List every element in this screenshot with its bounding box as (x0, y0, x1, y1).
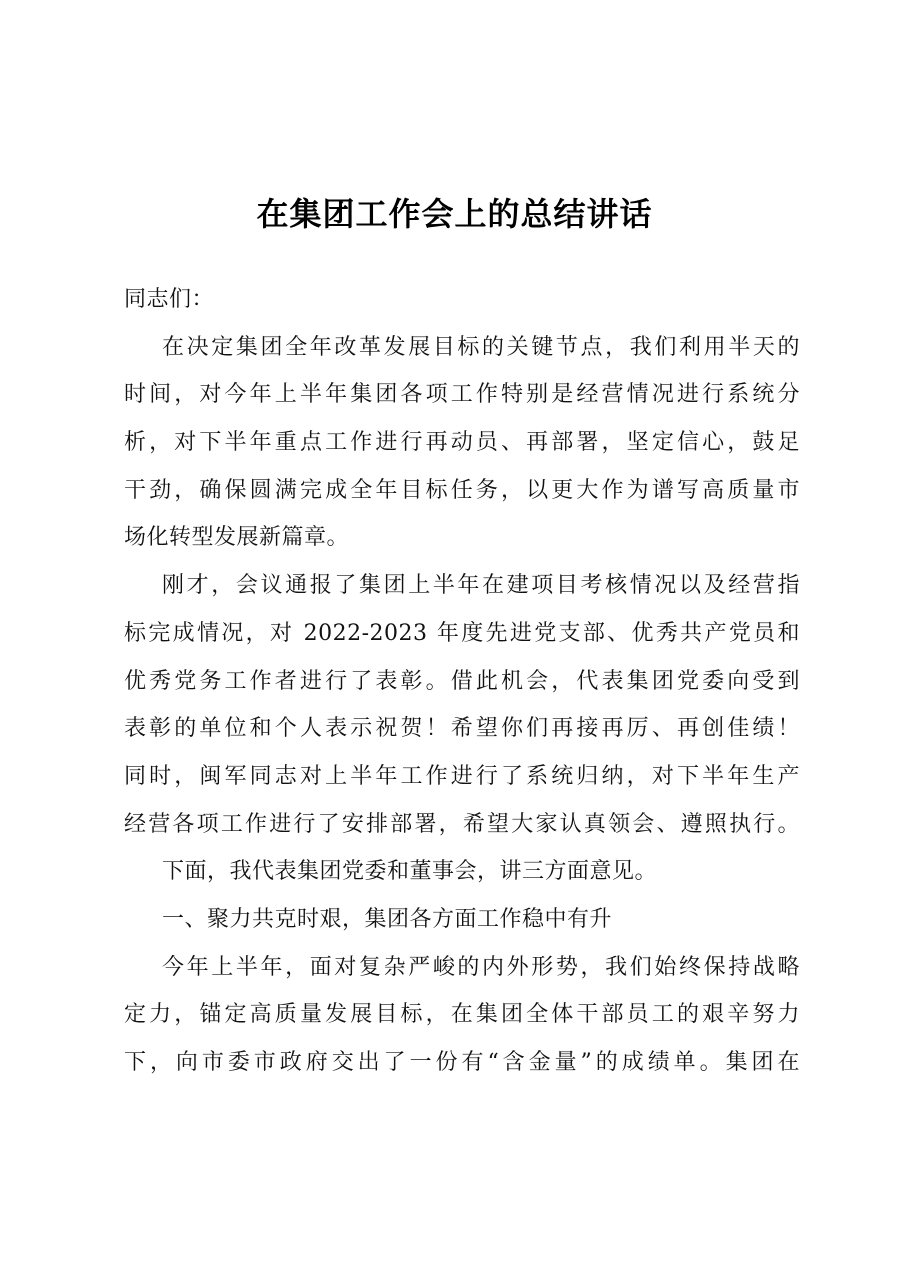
body-line: 下，向市委市政府交出了一份有“含金量”的成绩单。集团在 (124, 1050, 800, 1075)
salutation-line: 同志们： (124, 287, 215, 312)
body-line: 一、聚力共克时艰，集团各方面工作稳中有升 (162, 906, 613, 932)
body-line: 析，对下半年重点工作进行再动员、再部署，坚定信心，鼓足 (124, 430, 800, 456)
body-line: 标完成情况，对 2022-2023 年度先进党支部、优秀共产党员和 (124, 620, 800, 646)
body-line: 优秀党务工作者进行了表彰。借此机会，代表集团党委向受到 (124, 668, 800, 694)
body-line: 今年上半年，面对复杂严峻的内外形势，我们始终保持战略 (162, 954, 800, 980)
body-line: 同时，闽军同志对上半年工作进行了系统归纳，对下半年生产 (124, 763, 800, 789)
body-line: 经营各项工作进行了安排部署，希望大家认真领会、遵照执行。 (124, 811, 800, 837)
body-line: 下面，我代表集团党委和董事会，讲三方面意见。 (162, 859, 658, 885)
body-line: 表彰的单位和个人表示祝贺！希望你们再接再厉、再创佳绩！ (124, 716, 800, 742)
body-line: 时间，对今年上半年集团各项工作特别是经营情况进行系统分 (124, 382, 800, 408)
body-line: 在决定集团全年改革发展目标的关键节点，我们利用半天的 (162, 334, 800, 360)
body-line: 场化转型发展新篇章。 (124, 525, 350, 551)
document-title: 在集团工作会上的总结讲话 (256, 195, 653, 233)
body-line: 干劲，确保圆满完成全年目标任务，以更大作为谱写高质量市 (124, 477, 800, 503)
document-body (124, 276, 800, 1087)
body-line: 刚才，会议通报了集团上半年在建项目考核情况以及经营指 (162, 573, 800, 599)
body-line: 定力，锚定高质量发展目标，在集团全体干部员工的艰辛努力 (124, 1002, 800, 1028)
